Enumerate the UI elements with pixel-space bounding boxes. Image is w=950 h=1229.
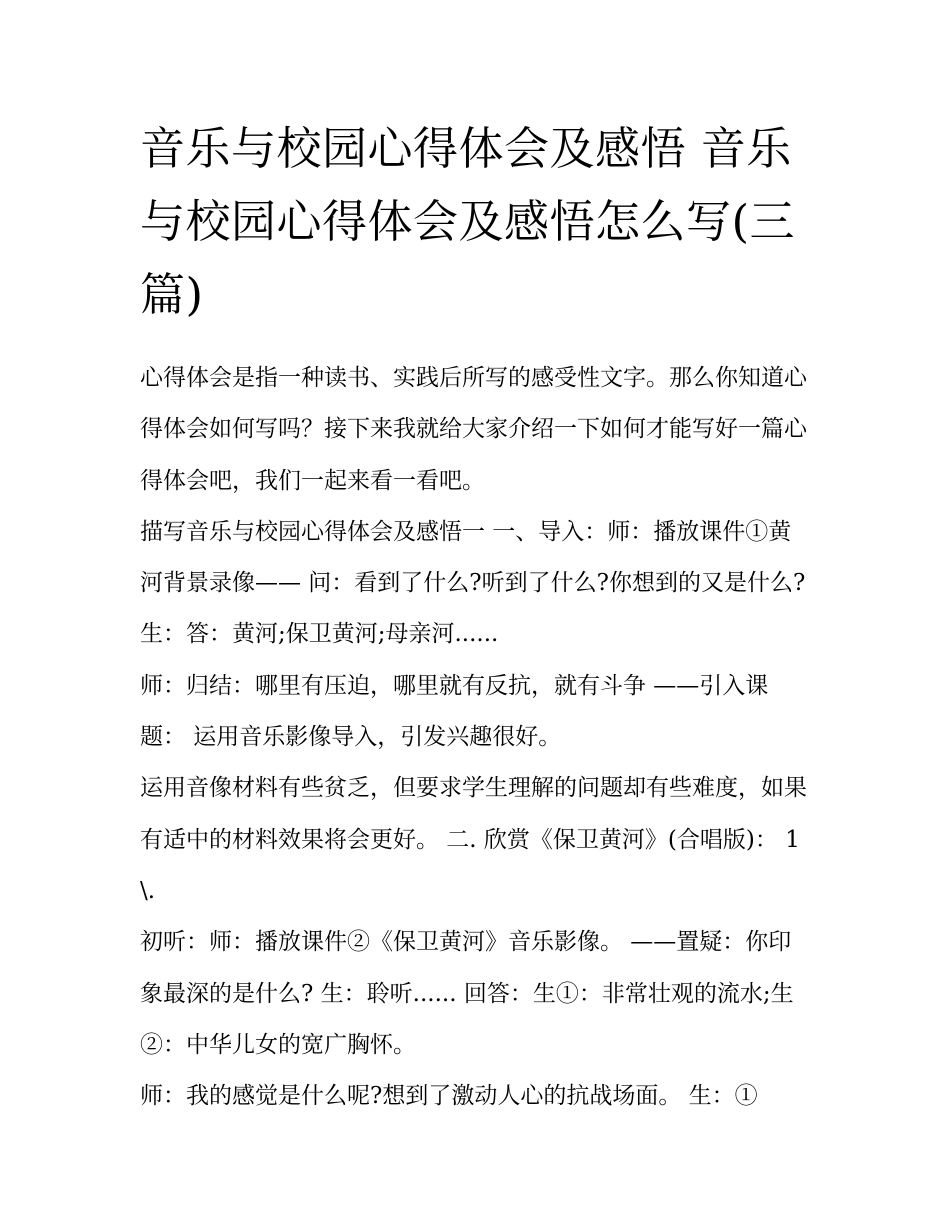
paragraph-intro: 心得体会是指一种读书、实践后所写的感受性文字。那么你知道心得体会如何写吗？接下来我就给大家介绍一下如何才能写好一篇心得体会吧，我们一起来看一看吧。 [140,365,807,494]
paragraph-part-one: 描写音乐与校园心得体会及感悟一 一、导入：师：播放课件①黄河背景录像—— 问：看到了什么?听到了什么?你想到的又是什么? 生：答：黄河;保卫黄河;母亲河...... [140,518,806,648]
document-title: 音乐与校园心得体会及感悟 音乐与校园心得体会及感悟怎么写(三篇) [140,122,796,321]
paragraph-summary: 师：归结：哪里有压迫，哪里就有反抗，就有斗争 ——引入课题： 运用音乐影像导入，引发兴趣很好。 [140,672,769,751]
document-body [140,112,812,1122]
paragraph-feeling: 师：我的感觉是什么呢?想到了激动人心的抗战场面。 生：① [140,1083,758,1110]
paragraph-first-listen: 初听：师：播放课件②《保卫黄河》音乐影像。 ——置疑：你印象最深的是什么? 生：聆听...... 回答：生①：非常壮观的流水;生②：中华儿女的宽广胸怀。 [140,929,794,1058]
paragraph-material: 运用音像材料有些贫乏，但要求学生理解的问题却有些难度，如果有适中的材料效果将会更好。 二. 欣赏《保卫黄河》(合唱版)： 1\. [140,775,807,904]
paragraph-list [140,353,812,1122]
